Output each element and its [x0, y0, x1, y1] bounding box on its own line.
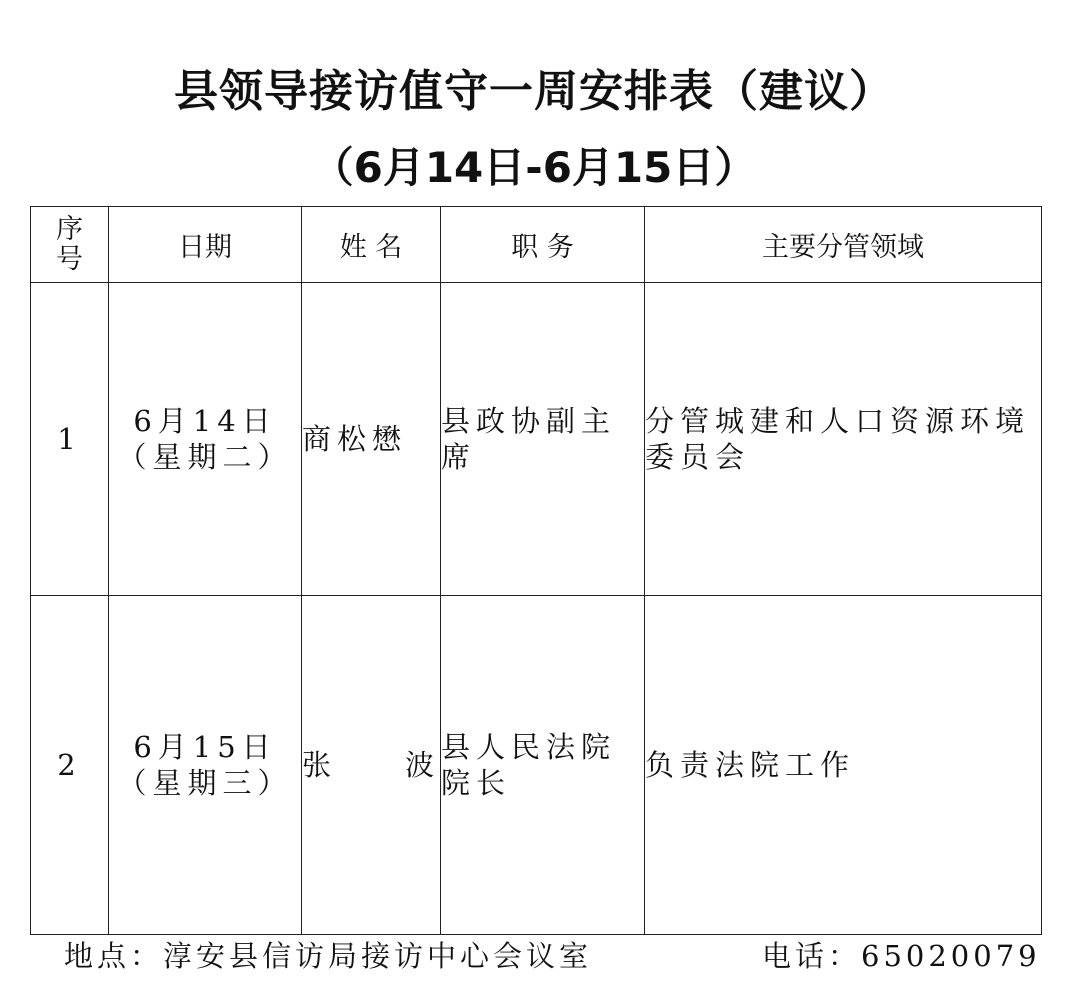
header-seq	[31, 207, 109, 283]
row-name: 商松懋	[302, 283, 441, 596]
row-seq: 1	[31, 283, 109, 596]
header-seq-line1: 序	[56, 213, 83, 245]
table-row	[31, 596, 1042, 935]
row-domain: 负责法院工作	[645, 596, 1042, 935]
table-header-row	[31, 207, 1042, 283]
header-date: 日期	[109, 207, 302, 283]
row-date-weekday: （星期二）	[117, 440, 293, 474]
page-title: 县领导接访值守一周安排表（建议）	[174, 66, 894, 117]
schedule-table	[30, 206, 1042, 935]
row-date	[109, 283, 302, 596]
date-range-subtitle: （6月14日-6月15日）	[311, 143, 757, 192]
row-name: 张 波	[302, 596, 441, 935]
footer-location: 地点：淳安县信访局接访中心会议室	[64, 939, 593, 973]
row-date-weekday: （星期三）	[117, 766, 293, 800]
row-date-day: 6月14日	[133, 404, 277, 438]
header-seq-line2: 号	[56, 243, 83, 275]
header-name: 姓 名	[302, 207, 441, 283]
header-domain: 主要分管领域	[645, 207, 1042, 283]
row-position: 县人民法院院长	[441, 596, 645, 935]
header-position: 职 务	[441, 207, 645, 283]
row-seq: 2	[31, 596, 109, 935]
table-row	[31, 283, 1042, 596]
row-date	[109, 596, 302, 935]
row-domain: 分管城建和人口资源环境委员会	[645, 283, 1042, 596]
footer-phone: 电话：65020079	[762, 939, 1041, 973]
row-position: 县政协副主席	[441, 283, 645, 596]
row-date-day: 6月15日	[133, 730, 277, 764]
